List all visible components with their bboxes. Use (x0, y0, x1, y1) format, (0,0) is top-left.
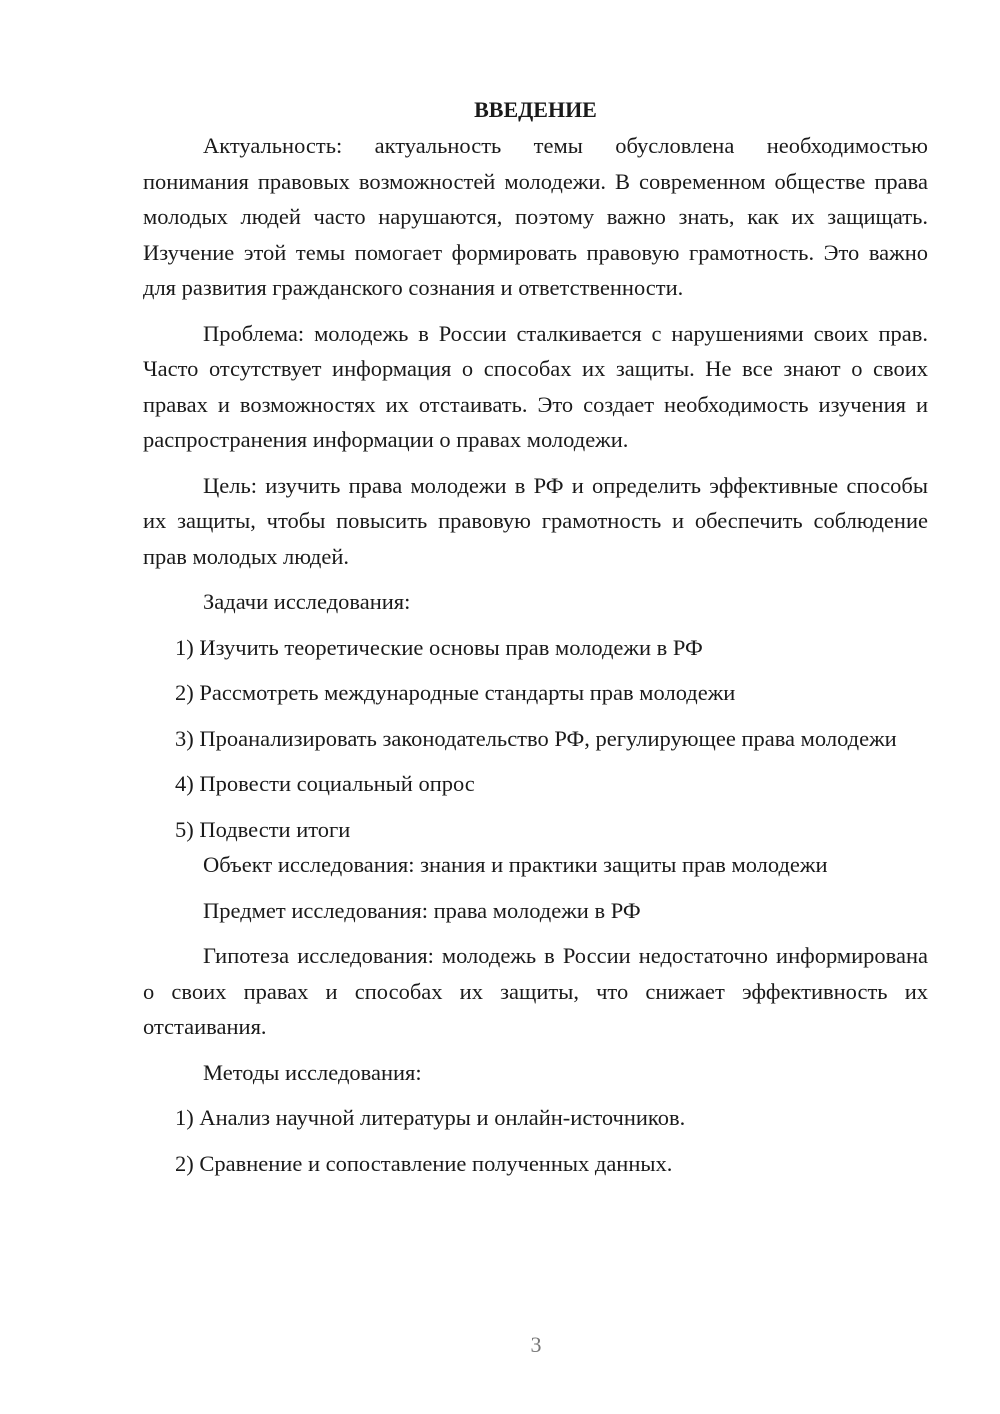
section-title: ВВЕДЕНИЕ (474, 97, 597, 122)
task-item: 1) Изучить теоретические основы прав молодежи в РФ (175, 634, 703, 660)
task-item: 5) Подвести итоги (175, 816, 351, 842)
problem-paragraph: Проблема: молодежь в России сталкивается с нарушениями своих прав. Часто отсутствует информация о способах их защиты. Не все знают о своих правах и возможностях их отстаивать. Это создает необходимость изучения и распространения информации о правах молодежи. (143, 320, 928, 452)
method-item: 1) Анализ научной литературы и онлайн-источников. (175, 1105, 686, 1130)
page-number: 3 (530, 1332, 542, 1357)
task-item: 4) Провести социальный опрос (175, 771, 475, 796)
relevance-paragraph: Актуальность: актуальность темы обусловлена необходимостью понимания правовых возможностей молодежи. В современном обществе права молодых людей часто нарушаются, поэтому важно знать, как их защищать. Изучение этой темы помогает формировать правовую грамотность. Это важно для развития гражданского сознания и ответственности. (143, 133, 928, 300)
subject-paragraph: Предмет исследования: права молодежи в РФ (203, 897, 641, 923)
document-page (143, 92, 928, 1181)
method-item: 2) Сравнение и сопоставление полученных данных. (175, 1150, 673, 1176)
object-paragraph: Объект исследования: знания и практики защиты прав молодежи (203, 852, 828, 877)
task-item: 2) Рассмотреть международные стандарты прав молодежи (175, 680, 736, 705)
hypothesis-paragraph: Гипотеза исследования: молодежь в России недостаточно информирована о своих правах и способах их защиты, что снижает эффективность их отстаивания. (143, 943, 928, 1039)
task-item: 3) Проанализировать законодательство РФ, регулирующее права молодежи (175, 725, 897, 751)
goal-paragraph: Цель: изучить права молодежи в РФ и определить эффективные способы их защиты, чтобы повысить правовую грамотность и обеспечить соблюдение прав молодых людей. (143, 472, 928, 569)
tasks-heading: Задачи исследования: (203, 589, 411, 614)
methods-heading: Методы исследования: (203, 1059, 422, 1085)
